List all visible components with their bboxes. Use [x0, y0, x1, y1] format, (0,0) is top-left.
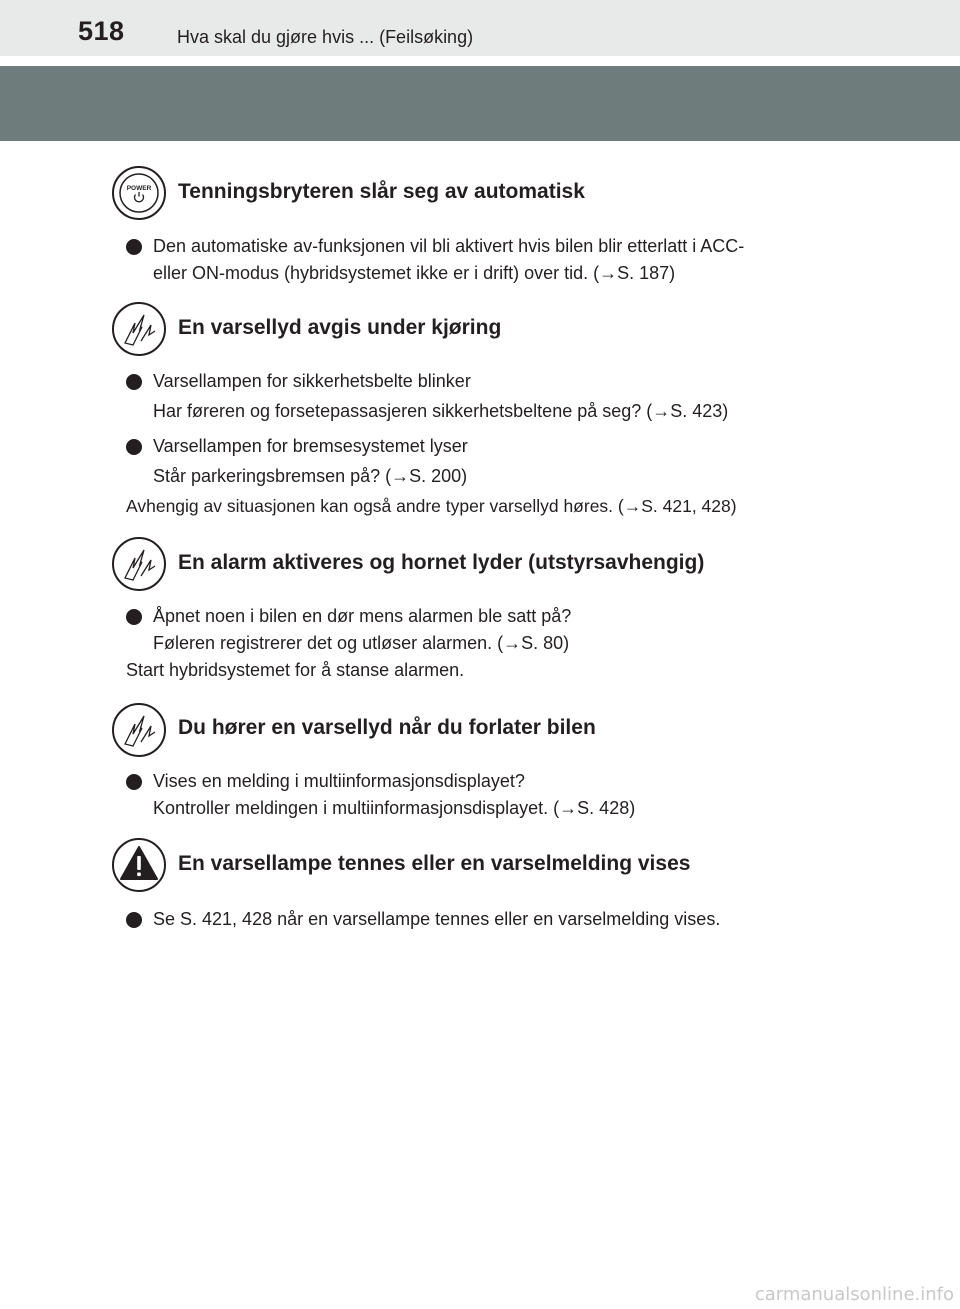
bullet-line: Åpnet noen i bilen en dør mens alarmen ble satt på?	[153, 606, 572, 626]
section-title: Tenningsbryteren slår seg av automatisk	[178, 180, 585, 203]
page-number: 518	[78, 16, 125, 46]
note-text: Start hybridsystemet for å stanse alarmen.	[126, 660, 465, 680]
bullet-line: Vises en melding i multiinformasjonsdisplayet?	[153, 771, 525, 791]
bullet-line: eller ON-modus (hybridsystemet ikke er i drift) over tid. (→S. 187)	[153, 263, 676, 283]
power-button-icon	[111, 165, 167, 221]
bullet-line: Den automatiske av-funksjonen vil bli aktivert hvis bilen blir etterlatt i ACC-	[153, 236, 745, 256]
warning-sound-icon	[111, 702, 167, 758]
bullet-icon	[126, 774, 142, 790]
bullet-icon	[126, 439, 142, 455]
bullet-line: Varsellampen for sikkerhetsbelte blinker	[153, 371, 471, 391]
bullet-icon	[126, 374, 142, 390]
bullet-icon	[126, 609, 142, 625]
chapter-title: Hva skal du gjøre hvis ... (Feilsøking)	[177, 27, 474, 47]
power-label: POWER	[126, 185, 152, 192]
section-band	[0, 66, 960, 141]
watermark: carmanualsonline.info	[754, 1284, 954, 1305]
bullet-line: Føleren registrerer det og utløser alarmen. (→S. 80)	[153, 633, 570, 653]
section-title: En alarm aktiveres og hornet lyder (utstyrsavhengig)	[178, 551, 705, 574]
bullet-line: Kontroller meldingen i multiinformasjonsdisplayet. (→S. 428)	[153, 798, 636, 818]
bullet-icon	[126, 239, 142, 255]
bullet-line: Har føreren og forsetepassasjeren sikkerhetsbeltene på seg? (→S. 423)	[153, 401, 729, 421]
warning-sound-icon	[111, 301, 167, 357]
bullet-line: Se S. 421, 428 når en varsellampe tennes eller en varselmelding vises.	[153, 909, 721, 929]
page-header	[0, 0, 960, 56]
bullet-line: Står parkeringsbremsen på? (→S. 200)	[153, 466, 468, 486]
bullet-icon	[126, 912, 142, 928]
warning-sound-icon	[111, 536, 167, 592]
section-title: Du hører en varsellyd når du forlater bilen	[178, 716, 596, 739]
section-title: En varsellyd avgis under kjøring	[178, 316, 502, 339]
bullet-line: Varsellampen for bremsesystemet lyser	[153, 436, 468, 456]
exclamation-warning-icon	[111, 837, 167, 893]
note-text: Avhengig av situasjonen kan også andre typer varsellyd høres. (→S. 421, 428)	[126, 496, 737, 516]
section-title: En varsellampe tennes eller en varselmelding vises	[178, 852, 691, 875]
